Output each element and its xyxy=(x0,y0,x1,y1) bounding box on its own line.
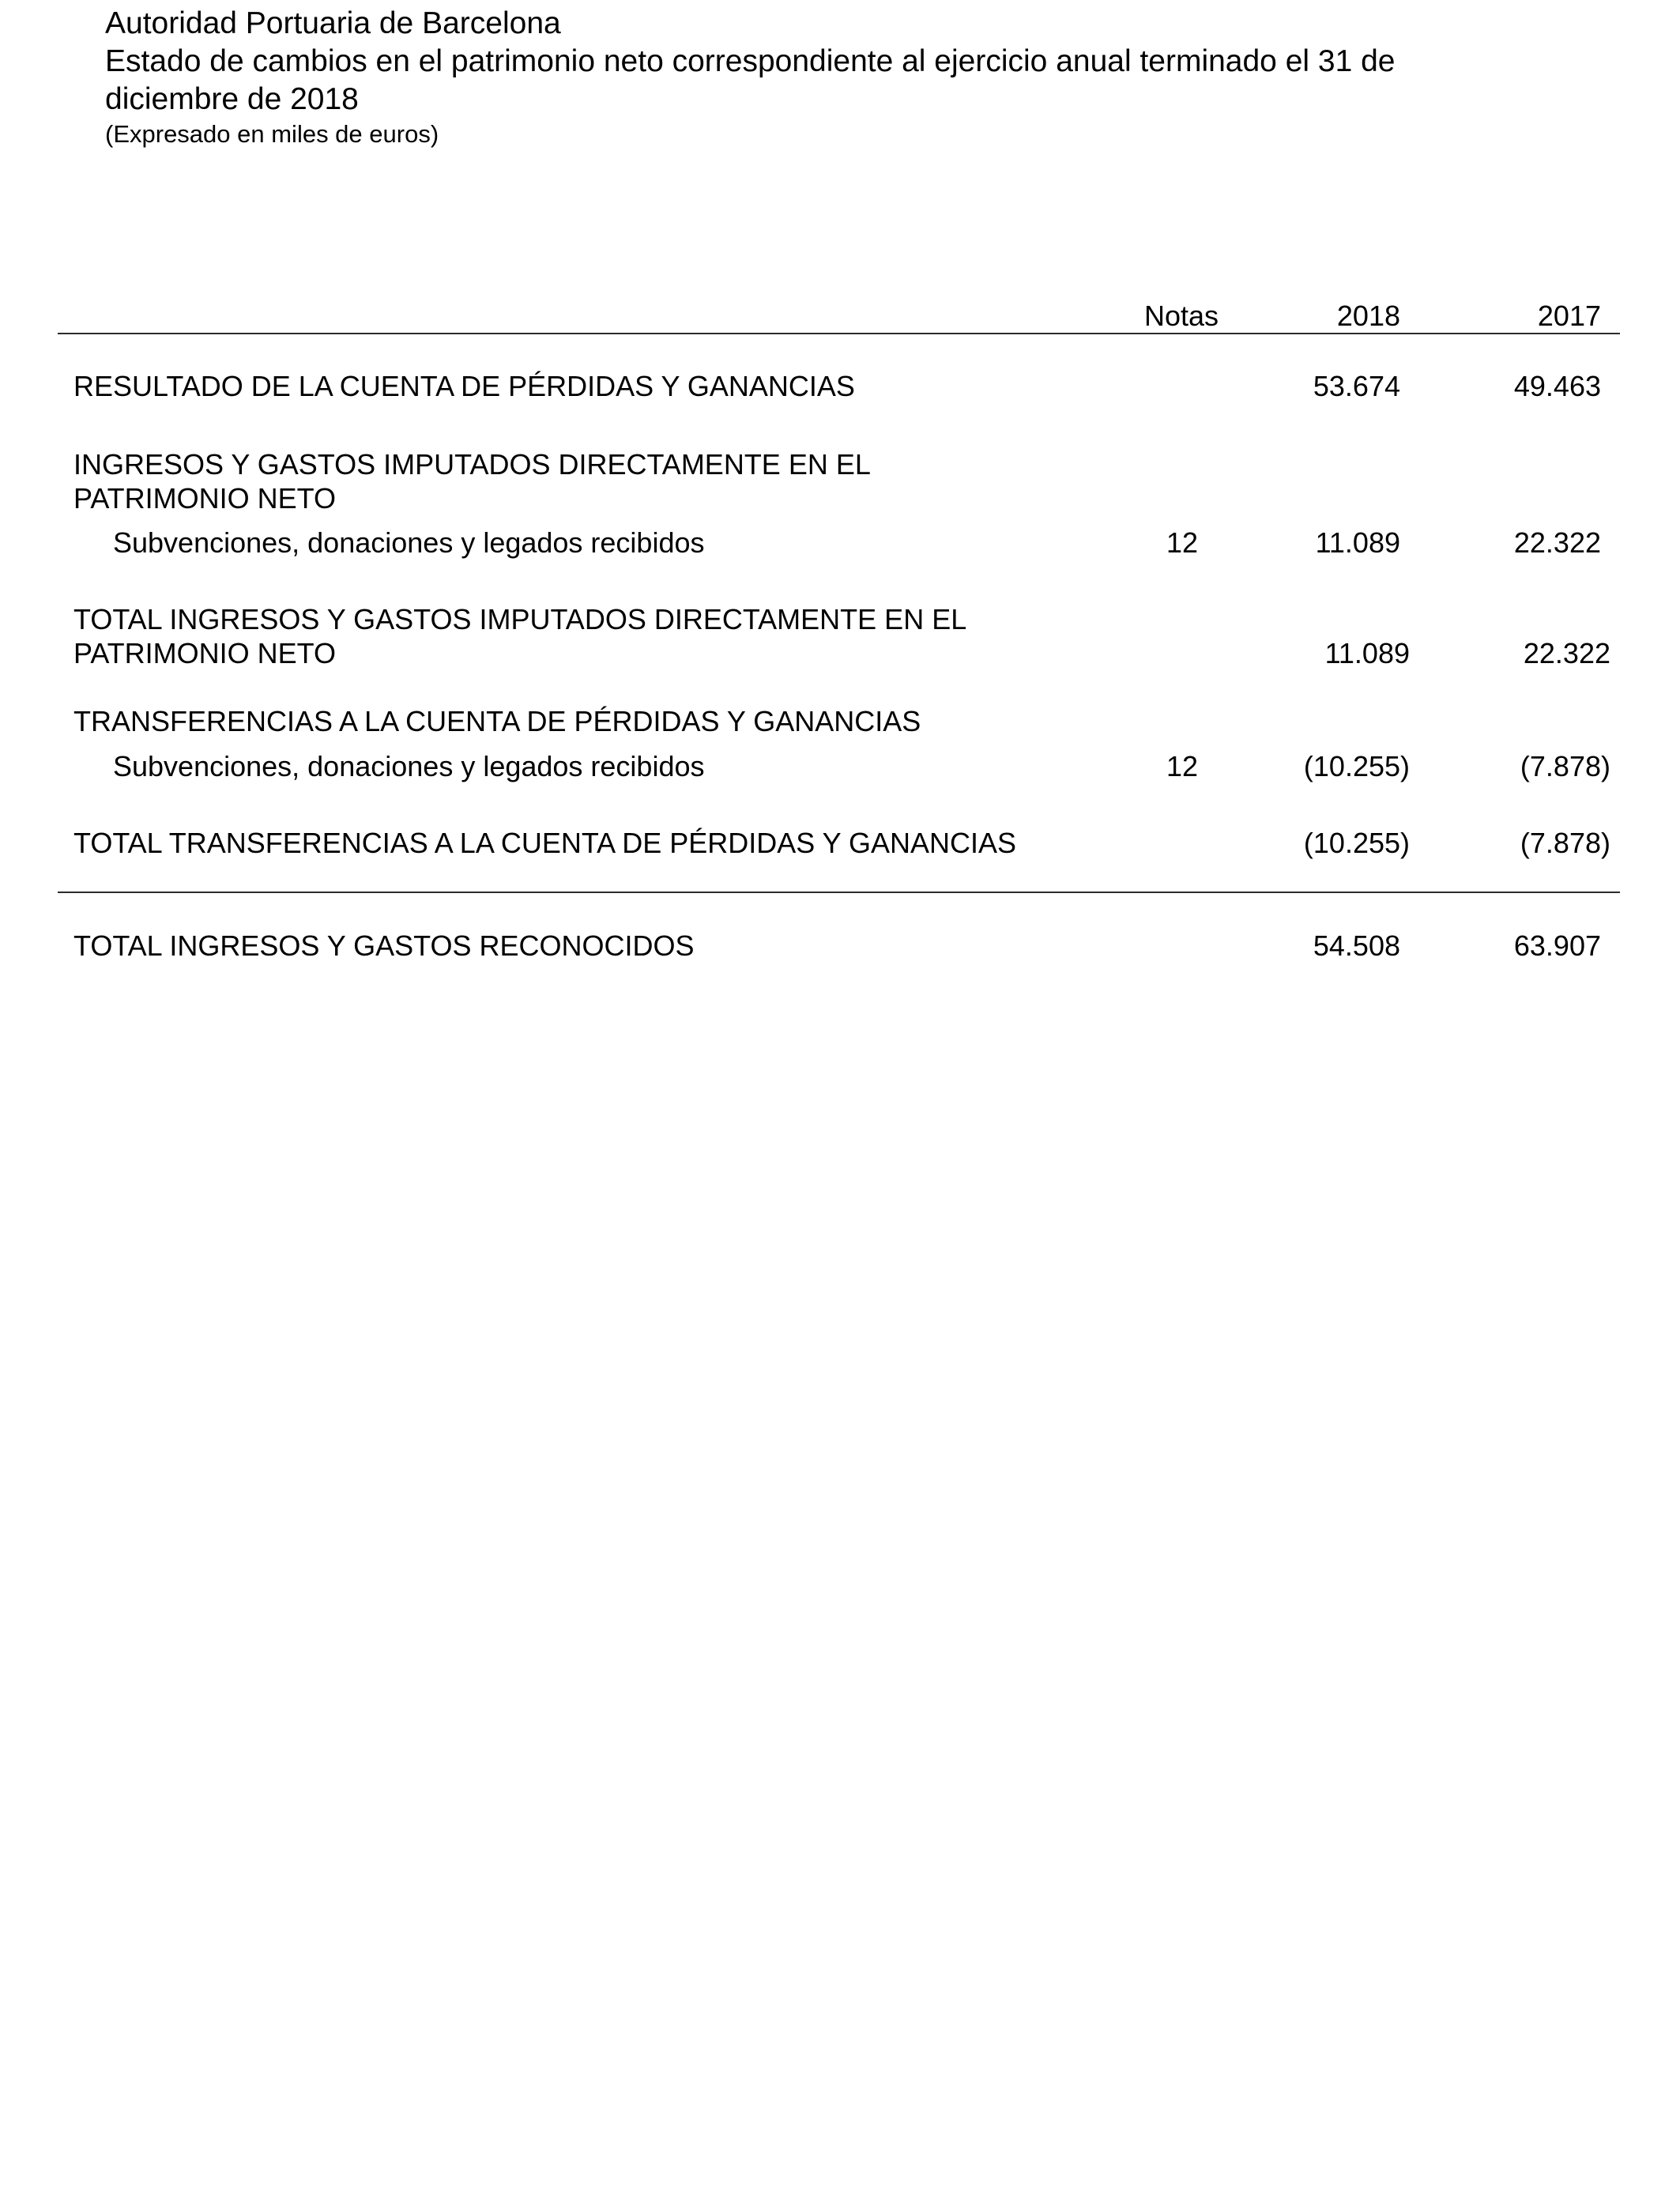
row-total-ingresos-2017: 22.322 xyxy=(1523,637,1610,669)
row-total-reconocidos-2017: 63.907 xyxy=(1513,929,1601,962)
row-total-ingresos-2018: 11.089 xyxy=(1324,637,1410,669)
row-resultado-2017: 49.463 xyxy=(1513,370,1601,402)
row-total-transferencias-2018: (10.255) xyxy=(1303,827,1410,859)
statement-title-line-1: Estado de cambios en el patrimonio neto correspondiente al ejercicio anual terminado el 31 de xyxy=(105,44,1396,78)
organization-name: Autoridad Portuaria de Barcelona xyxy=(105,6,561,40)
header-divider xyxy=(58,333,1620,334)
row-ingresos-subvenciones-2017: 22.322 xyxy=(1513,526,1601,559)
row-total-reconocidos-2018: 54.508 xyxy=(1313,929,1400,962)
row-label-resultado: RESULTADO DE LA CUENTA DE PÉRDIDAS Y GANANCIAS xyxy=(73,370,855,402)
row-transferencias-subvenciones-note: 12 xyxy=(1166,750,1198,782)
row-label-transferencias-subvenciones: Subvenciones, donaciones y legados recibidos xyxy=(113,750,705,782)
row-total-transferencias-2017: (7.878) xyxy=(1520,827,1610,859)
row-ingresos-subvenciones-2018: 11.089 xyxy=(1315,526,1400,559)
row-ingresos-subvenciones-note: 12 xyxy=(1166,526,1198,559)
section-heading-ingresos-line-2: PATRIMONIO NETO xyxy=(73,482,337,515)
column-header-notes: Notas xyxy=(1143,300,1219,332)
totals-divider xyxy=(58,892,1620,893)
column-header-2017: 2017 xyxy=(1537,300,1601,332)
row-label-total-ingresos-line-2: PATRIMONIO NETO xyxy=(73,637,337,669)
section-heading-ingresos-line-1: INGRESOS Y GASTOS IMPUTADOS DIRECTAMENTE EN EL xyxy=(73,448,871,481)
row-label-ingresos-subvenciones: Subvenciones, donaciones y legados recibidos xyxy=(113,526,705,559)
units-note: (Expresado en miles de euros) xyxy=(105,120,439,148)
document-header xyxy=(105,5,1527,150)
row-resultado-2018: 53.674 xyxy=(1313,370,1400,402)
row-label-total-ingresos-line-1: TOTAL INGRESOS Y GASTOS IMPUTADOS DIRECTAMENTE EN EL xyxy=(73,603,967,635)
row-label-total-transferencias: TOTAL TRANSFERENCIAS A LA CUENTA DE PÉRDIDAS Y GANANCIAS xyxy=(73,827,1017,859)
statement-title-line-2: diciembre de 2018 xyxy=(105,82,359,116)
row-label-total-reconocidos: TOTAL INGRESOS Y GASTOS RECONOCIDOS xyxy=(73,929,695,962)
row-transferencias-subvenciones-2017: (7.878) xyxy=(1520,750,1610,782)
section-heading-transferencias: TRANSFERENCIAS A LA CUENTA DE PÉRDIDAS Y GANANCIAS xyxy=(73,705,921,737)
column-header-2018: 2018 xyxy=(1336,300,1400,332)
row-transferencias-subvenciones-2018: (10.255) xyxy=(1303,750,1410,782)
